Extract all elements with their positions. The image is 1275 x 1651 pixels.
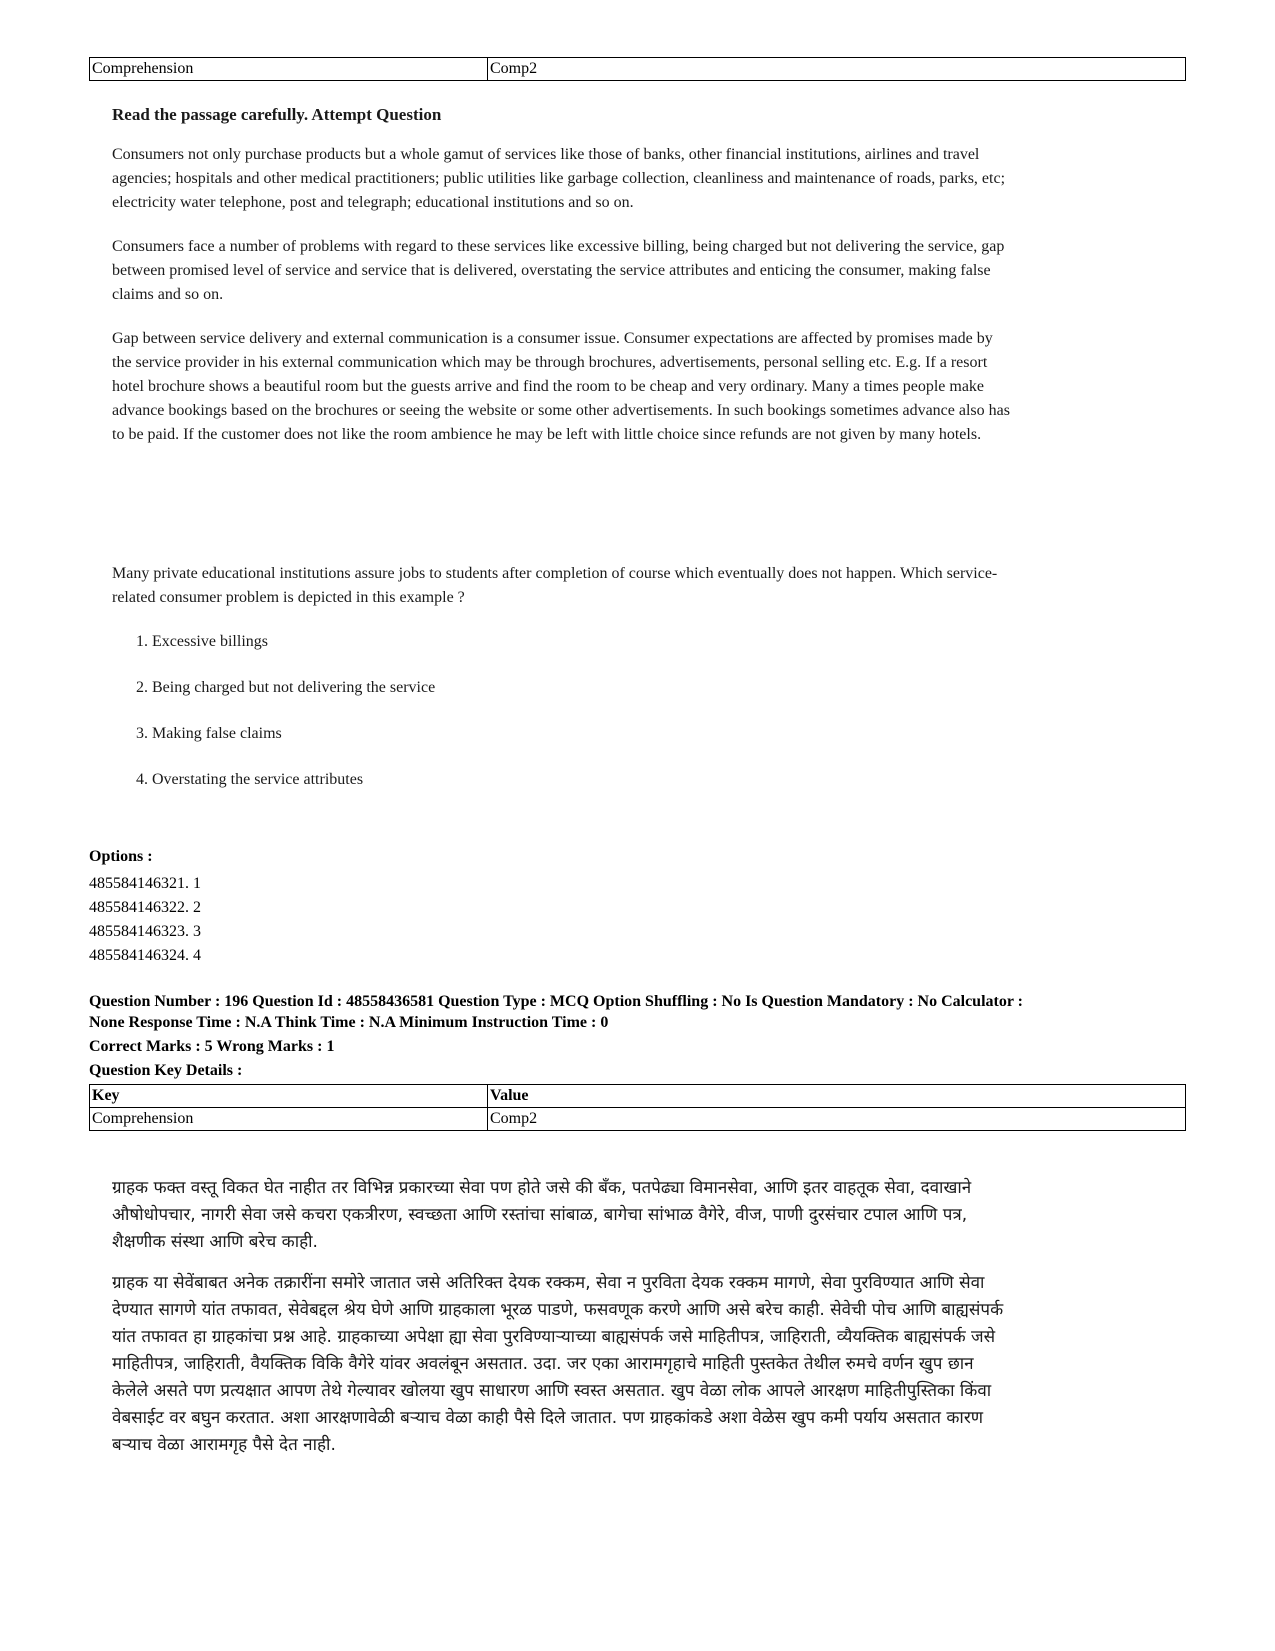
passage-paragraph: Consumers face a number of problems with regard to these services like excessive billing, being charged but not delivering the service, gap between promised level of service and service that is delivered, overstating the service attributes and enticing the consumer, making false claims and so on. xyxy=(112,238,1005,303)
value-cell: Comp2 xyxy=(488,58,1186,81)
key-cell: Comprehension xyxy=(90,58,488,81)
english-passage xyxy=(112,103,1012,467)
list-item: 1. Excessive billings xyxy=(136,633,268,650)
value-cell: Comp2 xyxy=(488,1108,1186,1131)
list-item: 485584146323. 3 xyxy=(89,923,201,940)
key-cell: Comprehension xyxy=(90,1108,488,1131)
marathi-paragraph: ग्राहक फक्त वस्तू विकत घेत नाहीत तर विभिन्न प्रकारच्या सेवा पण होते जसे की बँक, पतपेढ्या विमानसेवा, आणि इतर वाहतूक सेवा, दवाखाने औषोधोपचार, नागरी सेवा जसे कचरा एकत्रीरण, स्वच्छता आणि रस्तांचा सांबाळ, बागेचा सांभाळ वैगेरे, वीज, पाणी दुरसंचार टपाल आणि पत्र, शैक्षणीक संस्था आणि बरेच काही. xyxy=(112,1178,972,1252)
passage-paragraph: Consumers not only purchase products but a whole gamut of services like those of banks, other financial institutions, airlines and travel agencies; hospitals and other medical practitioners; public utilities like garbage collection, cleanliness and maintenance of roads, parks, etc; electricity water telephone, post and telegraph; educational institutions and so on. xyxy=(112,146,1006,211)
key-details-label: Question Key Details : xyxy=(89,1062,243,1079)
answer-choices xyxy=(136,630,435,814)
question-key-table xyxy=(89,1084,1186,1131)
table-row xyxy=(90,1108,1186,1131)
question-text: Many private educational institutions assure jobs to students after completion of course which eventually does not happen. Which service-related consumer problem is depicted in this example ? xyxy=(112,565,998,606)
marathi-paragraph: ग्राहक या सेवेंबाबत अनेक तक्रारींना समोरे जातात जसे अतिरिक्त देयक रक्कम, सेवा न पुरविता देयक रक्कम मागणे, सेवा पुरविण्यात आणि सेवा देण्यात सागणे यांत तफावत, सेवेबद्दल श्रेय घेणे आणि ग्राहकाला भूरळ पाडणे, फसवणूक करणे आणि असे बरेच काही. सेवेची पोच आणि बाह्यसंपर्क यांत तफावत हा ग्राहकांचा प्रश्न आहे. ग्राहकाच्या अपेक्षा ह्या सेवा पुरविण्याऱ्याच्या बाह्यसंपर्क जसे माहितीपत्र, जाहिराती, व्यैयक्तिक बाह्यसंपर्क जसे माहितीपत्र, जाहिराती, वैयक्तिक विकि वैगेरे यांवर अवलंबून असतात. उदा. जर एका आरामगृहाचे माहिती पुस्तकेत तेथील रुमचे वर्णन खुप छान केलेले असते पण प्रत्यक्षात आपण तेथे गेल्यावर खोलया खुप साधारण आणि स्वस्त असतात. खुप वेळा लोक आपले आरक्षण माहितीपुस्तिका किंवा वेबसाईट वर बघुन करतात. अशा आरक्षणावेळी बऱ्याच वेळा काही पैसे दिले जातात. पण ग्राहकांकडे अशा वेळेस खुप कमी पर्याय असतात कारण बऱ्याच वेळा आरामगृह पैसे देत नाही. xyxy=(112,1273,1004,1455)
options-list xyxy=(89,872,201,968)
top-key-table xyxy=(89,57,1186,81)
header-value: Value xyxy=(488,1085,1186,1108)
passage-heading: Read the passage carefully. Attempt Question xyxy=(112,105,442,124)
question-meta xyxy=(89,991,1189,1033)
list-item: 485584146321. 1 xyxy=(89,875,201,892)
meta-line: None Response Time : N.A Think Time : N.A Minimum Instruction Time : 0 xyxy=(89,1014,609,1031)
list-item: 485584146322. 2 xyxy=(89,899,201,916)
passage-paragraph: Gap between service delivery and external communication is a consumer issue. Consumer expectations are affected by promises made by the service provider in his external communication which may be through brochures, advertisements, personal selling etc. E.g. If a resort hotel brochure shows a beautiful room but the guests arrive and find the room to be cheap and very ordinary. Many a times people make advance bookings based on the brochures or seeing the website or some other advertisements. In such bookings sometimes advance also has to be paid. If the customer does not like the room ambience he may be left with little choice since refunds are not given by many hotels. xyxy=(112,330,1010,443)
table-row xyxy=(90,58,1186,81)
marks-line: Correct Marks : 5 Wrong Marks : 1 xyxy=(89,1038,335,1055)
list-item: 4. Overstating the service attributes xyxy=(136,771,364,788)
options-label: Options : xyxy=(89,848,153,865)
meta-line: Question Number : 196 Question Id : 48558436581 Question Type : MCQ Option Shuffling : No Is Question Mandatory : No Calculator : xyxy=(89,993,1023,1010)
marathi-passage xyxy=(112,1175,1012,1473)
list-item: 485584146324. 4 xyxy=(89,947,201,964)
header-key: Key xyxy=(90,1085,488,1108)
table-header-row xyxy=(90,1085,1186,1108)
question-block xyxy=(112,562,1012,630)
list-item: 2. Being charged but not delivering the service xyxy=(136,679,436,696)
list-item: 3. Making false claims xyxy=(136,725,282,742)
